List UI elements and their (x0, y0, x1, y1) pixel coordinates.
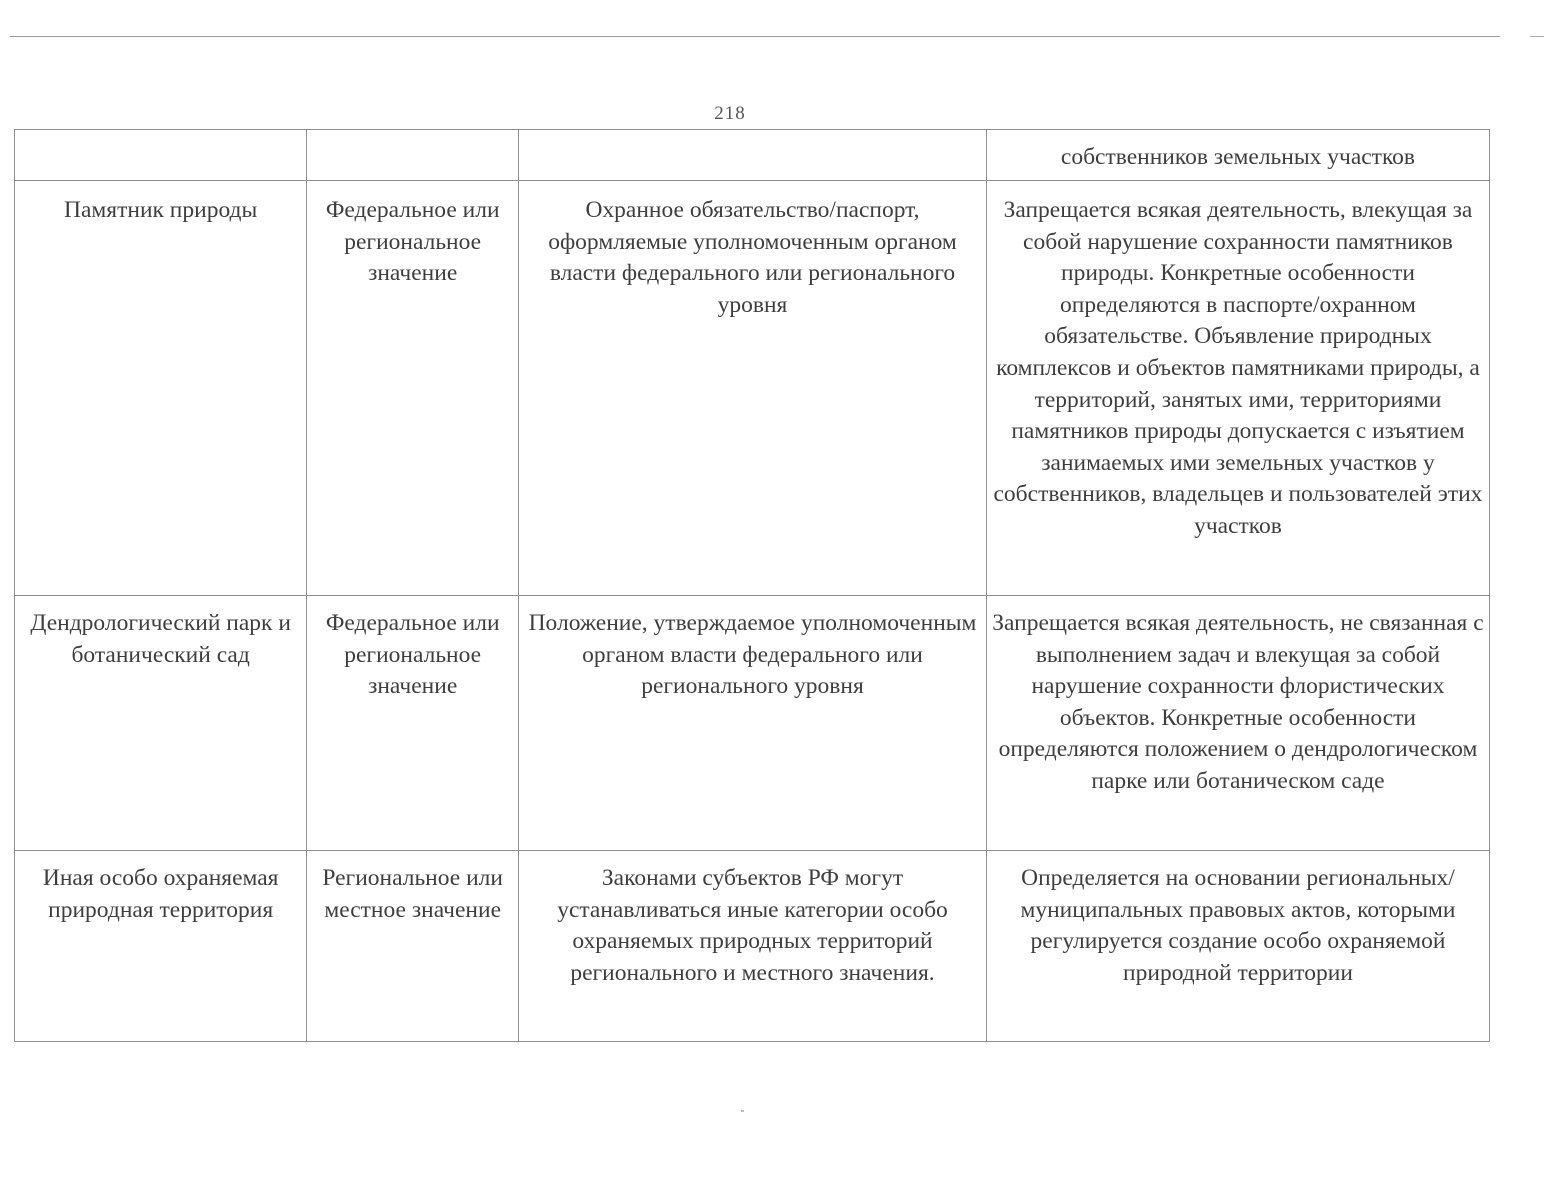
table-cell-regime: Запрещается всякая деятельность, влекущая за собой нарушение сохранности памятников природы. Конкретные особенности определяются в паспорте/охранном обязательстве. Объявление природных комплексов и объектов памятниками природы, а территорий, занятых ими, территориями памятников природы допускается с изъятием занимаемых ими земельных участков у собственников, владельцев и пользователей этих участков (986, 181, 1489, 596)
top-rule-tail (1530, 36, 1544, 37)
doc-table (14, 129, 1490, 1042)
table-cell-regime: Запрещается всякая деятельность, не связанная с выполнением задач и влекущая за собой нарушение сохранности флористических объектов. Конкретные особенности определяются положением о дендрологическом парке или ботаническом саде (986, 596, 1489, 851)
table-cell-document: Охранное обязательство/паспорт, оформляемые уполномоченным органом власти федерального или регионального уровня (519, 181, 987, 596)
table-cell-document: Положение, утверждаемое уполномоченным органом власти федерального или регионального уровня (519, 596, 987, 851)
table-cell-significance: Федеральное или региональное значение (307, 181, 519, 596)
table-cell-category: Дендрологический парк и ботанический сад (15, 596, 307, 851)
table-row (15, 181, 1490, 596)
table-cell-category: Иная особо охраняемая природная территория (15, 851, 307, 1042)
table-cell-significance: Федеральное или региональное значение (307, 596, 519, 851)
table-row-continuation (15, 130, 1490, 181)
table-cell-document: Законами субъектов РФ могут устанавливаться иные категории особо охраняемых природных территорий регионального и местного значения. (519, 851, 987, 1042)
scan-artifact (741, 1110, 744, 1112)
table-cell-significance (307, 130, 519, 181)
table-cell-regime: собственников земельных участков (986, 130, 1489, 181)
table-row (15, 596, 1490, 851)
page-number: 218 (714, 103, 746, 124)
table-row (15, 851, 1490, 1042)
table-cell-category: Памятник природы (15, 181, 307, 596)
top-rule (10, 36, 1500, 37)
table-cell-significance: Региональное или местное значение (307, 851, 519, 1042)
table-cell-document (519, 130, 987, 181)
protected-areas-table (14, 129, 1490, 1042)
table-cell-category (15, 130, 307, 181)
table-cell-regime: Определяется на основании региональных/муниципальных правовых актов, которыми регулируется создание особо охраняемой природной территории (986, 851, 1489, 1042)
